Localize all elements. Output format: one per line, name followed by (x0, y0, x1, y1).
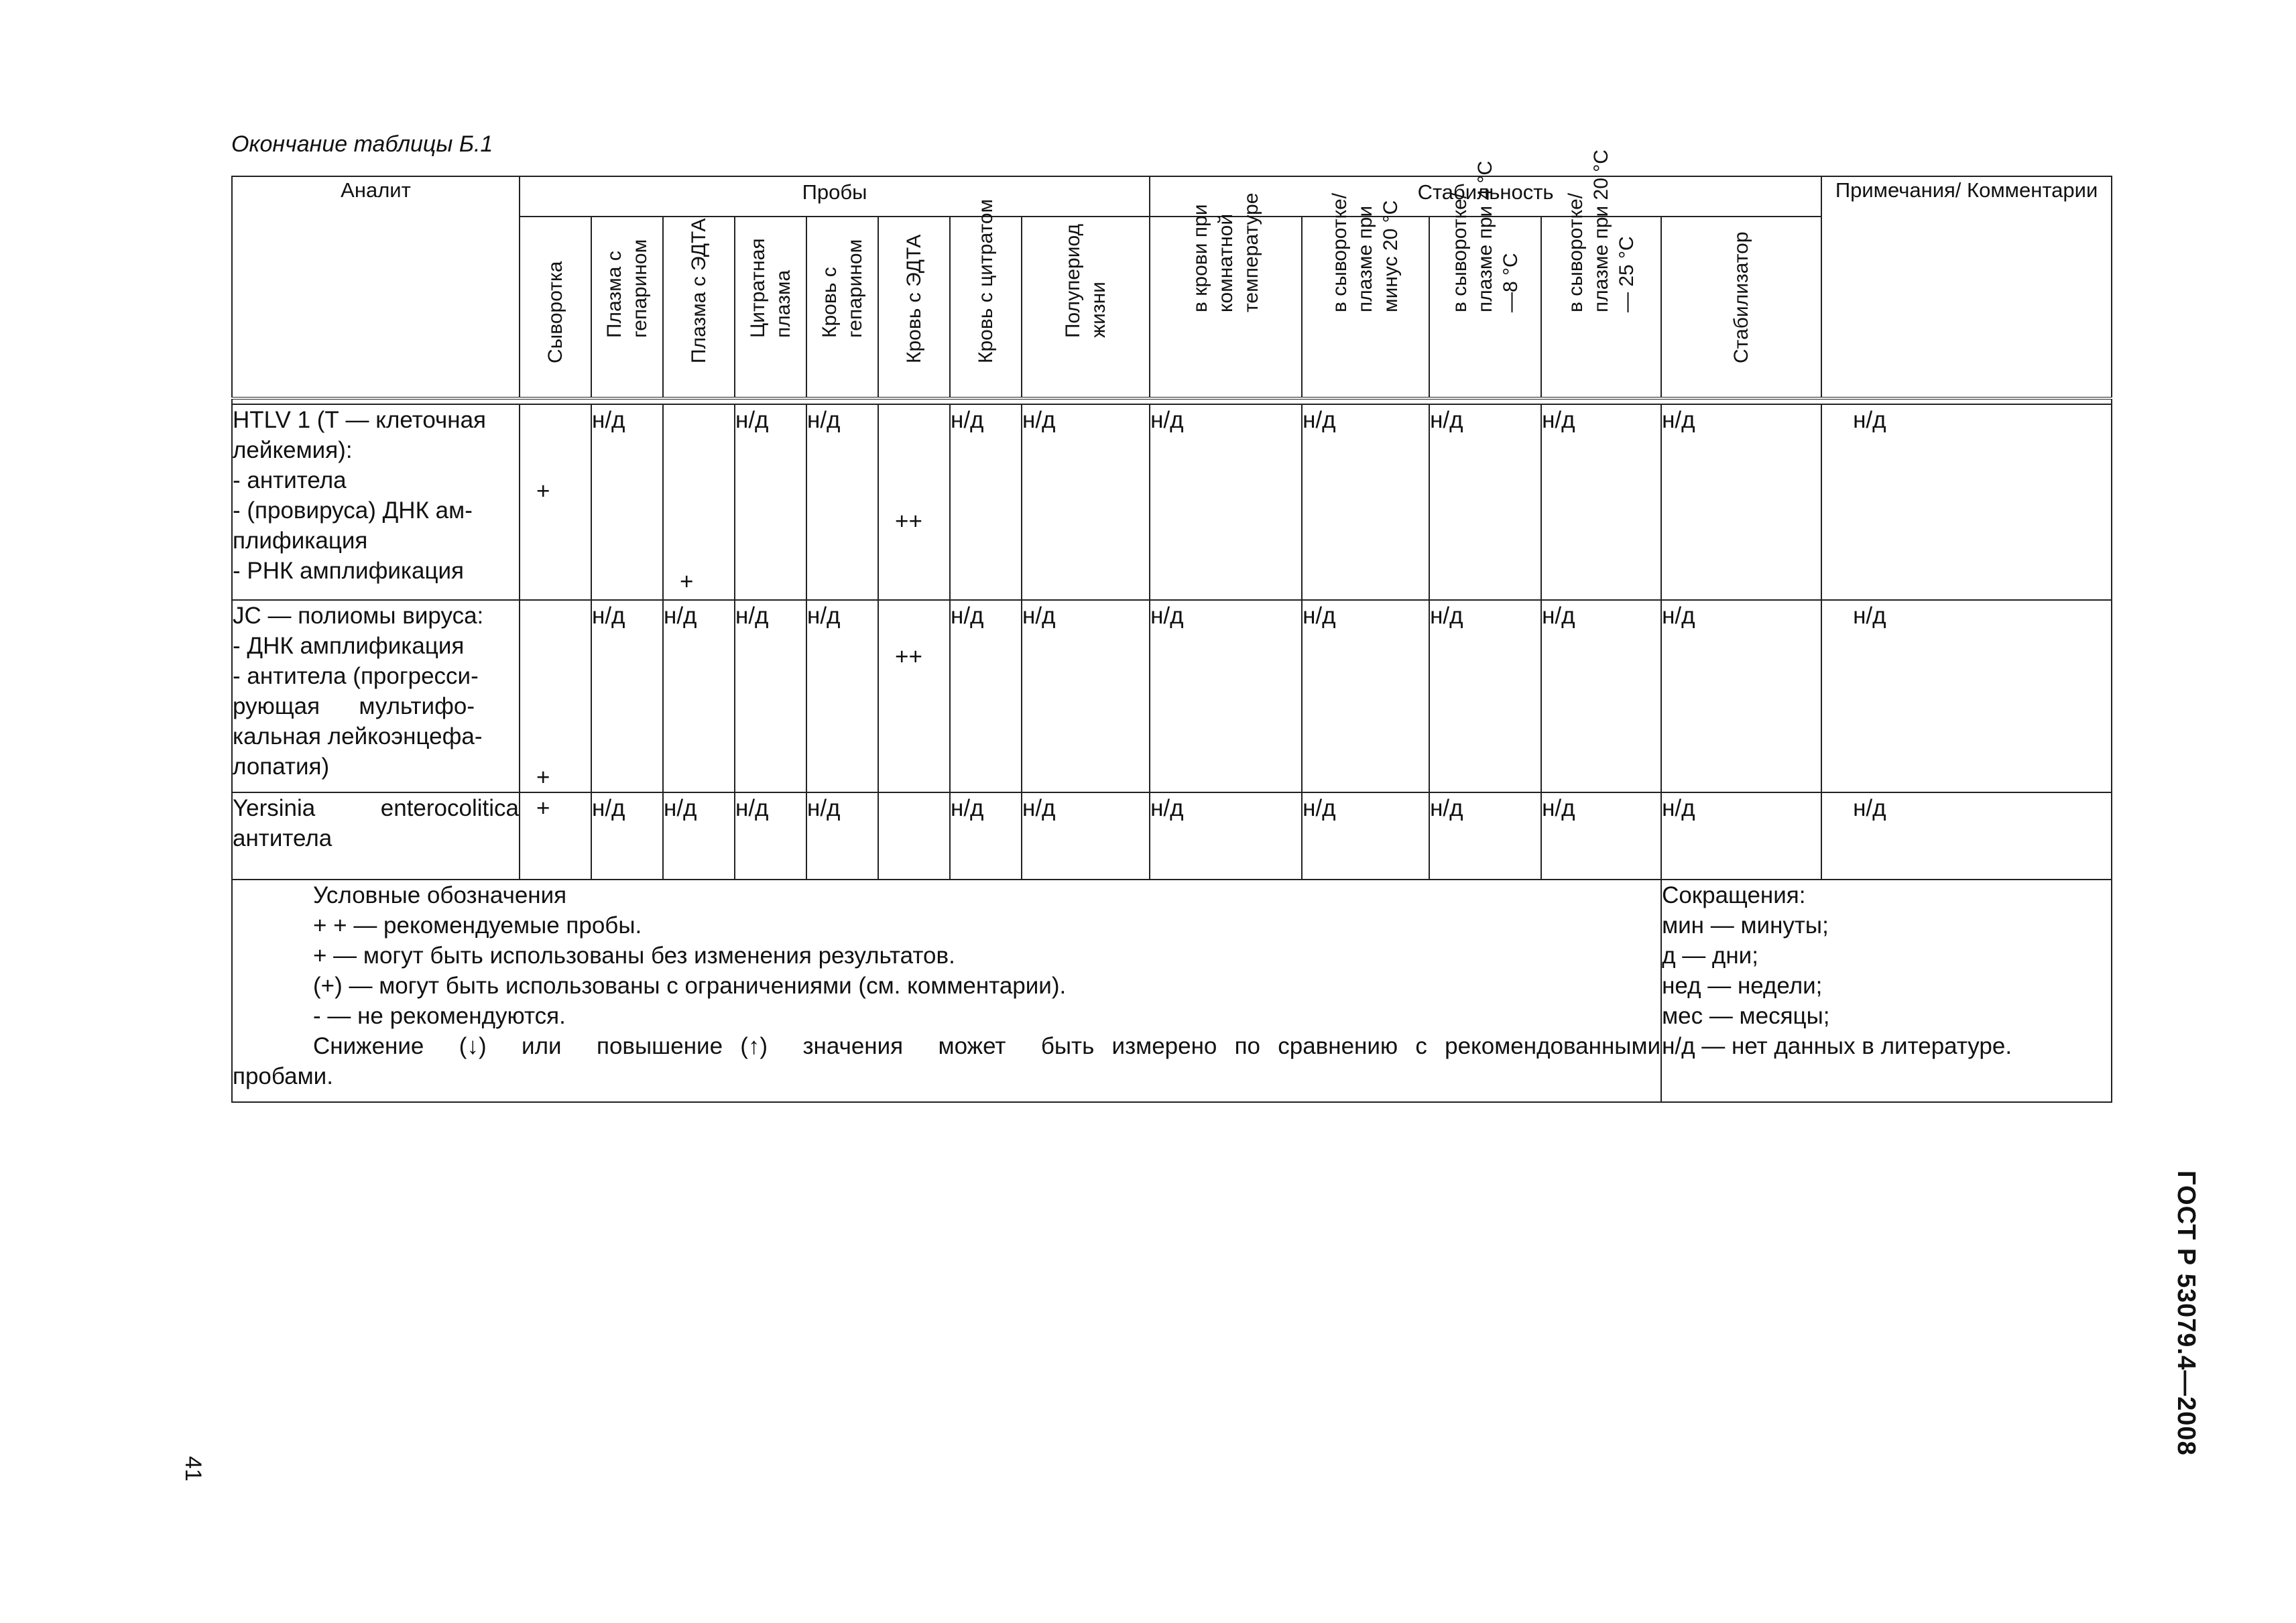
standard-id: ГОСТ Р 53079.4—2008 (2172, 1170, 2200, 1456)
cell-citrate-plasma: н/д (735, 600, 806, 792)
abbreviation-line: мин — минуты; (1662, 912, 1829, 939)
legend-line: (+) — могут быть использованы с ограничениями (см. комментарии). (313, 973, 1067, 999)
cell-blood-room-temp: н/д (1150, 600, 1302, 792)
header-serum-4-8: в сыворотке/ плазме при 4 °С—8 °С (1429, 217, 1541, 398)
abbreviations-title: Сокращения: (1662, 882, 1806, 908)
cell-serum-minus20: н/д (1302, 792, 1429, 880)
cell-half-life: н/д (1022, 404, 1150, 600)
cell-notes: н/д (1821, 404, 2112, 600)
cell-serum-4-8: н/д (1429, 600, 1541, 792)
header-analyte: Аналит (232, 176, 520, 398)
header-separator (232, 398, 2112, 404)
cell-notes: н/д (1821, 600, 2112, 792)
cell-stabilizer: н/д (1661, 600, 1821, 792)
legend-line: + + — рекомендуемые пробы. (313, 912, 642, 939)
legend-line: + — могут быть использованы без изменения результатов. (313, 943, 955, 969)
header-half-life: Полупериод жизни (1022, 217, 1150, 398)
cell-serum-minus20: н/д (1302, 600, 1429, 792)
cell-serum-minus20: н/д (1302, 404, 1429, 600)
cell-serum-20-25: н/д (1541, 792, 1661, 880)
cell-serum-4-8: н/д (1429, 404, 1541, 600)
cell-blood-citrate: н/д (950, 792, 1022, 880)
cell-plasma-edta: н/д (663, 600, 735, 792)
header-stabilizer: Стабилизатор (1661, 217, 1821, 398)
table-caption: Окончание таблицы Б.1 (231, 131, 493, 157)
analyte-name: HTLV 1 (Т — клеточная лейкемия): - антитела - (провируса) ДНК ам- плификация - РНК амплификация (232, 404, 520, 600)
page-number: 41 (180, 1456, 206, 1482)
abbreviation-line: мес — месяцы; (1662, 1003, 1830, 1029)
cell-plasma-heparin: н/д (591, 792, 663, 880)
header-samples-group: Пробы (520, 176, 1150, 217)
analyte-name: JC — полиомы вируса: - ДНК амплификация - антитела (прогресси- рующая мультифо- кальная лейкоэнцефа- лопатия) (232, 600, 520, 792)
cell-blood-edta: ++ (878, 600, 950, 792)
table-row (232, 600, 2112, 792)
legend-row (232, 880, 2112, 1102)
header-blood-heparin: Кровь с гепарином (806, 217, 878, 398)
header-blood-edta: Кровь с ЭДТА (878, 217, 950, 398)
cell-blood-citrate: н/д (950, 404, 1022, 600)
cell-blood-edta (878, 792, 950, 880)
cell-serum: + (520, 600, 591, 792)
cell-citrate-plasma: н/д (735, 404, 806, 600)
cell-serum-20-25: н/д (1541, 600, 1661, 792)
table-row (232, 404, 2112, 600)
header-citrate-plasma: Цитратная плазма (735, 217, 806, 398)
cell-blood-room-temp: н/д (1150, 792, 1302, 880)
cell-blood-edta: ++ (878, 404, 950, 600)
legend-line: Снижение (↓) или повышение (↑) значения может быть измерено по сравнению с рекомендованными (313, 1033, 1661, 1059)
header-stability-group: Стабильность (1150, 176, 1821, 217)
cell-serum: + (520, 792, 591, 880)
cell-plasma-heparin: н/д (591, 600, 663, 792)
cell-blood-heparin: н/д (806, 792, 878, 880)
abbreviation-line: д — дни; (1662, 943, 1758, 969)
cell-plasma-heparin: н/д (591, 404, 663, 600)
cell-half-life: н/д (1022, 792, 1150, 880)
cell-half-life: н/д (1022, 600, 1150, 792)
header-blood-room-temp: в крови при комнатной температуре (1150, 217, 1302, 398)
cell-notes: н/д (1821, 792, 2112, 880)
cell-blood-room-temp: н/д (1150, 404, 1302, 600)
cell-citrate-plasma: н/д (735, 792, 806, 880)
cell-plasma-edta: + (663, 404, 735, 600)
legend-line: пробами. (233, 1063, 333, 1089)
header-blood-citrate: Кровь с цитратом (950, 217, 1022, 398)
cell-serum-20-25: н/д (1541, 404, 1661, 600)
header-plasma-edta: Плазма с ЭДТА (663, 217, 735, 398)
header-serum-minus20: в сыворотке/ плазме при минус 20 °С (1302, 217, 1429, 398)
cell-blood-heparin: н/д (806, 600, 878, 792)
header-plasma-heparin: Плазма с гепарином (591, 217, 663, 398)
abbreviations-block (1661, 880, 2112, 1102)
abbreviation-line: нед — недели; (1662, 973, 1823, 999)
cell-blood-citrate: н/д (950, 600, 1022, 792)
analyte-table (231, 149, 2112, 1103)
header-serum-20-25: в сыворотке/ плазме при 20 °С — 25 °С (1541, 217, 1661, 398)
cell-serum-4-8: н/д (1429, 792, 1541, 880)
legend-line: - — не рекомендуются. (313, 1003, 566, 1029)
analyte-name: Yersinia enterocolitica антитела (232, 792, 520, 880)
cell-stabilizer: н/д (1661, 792, 1821, 880)
legend-block (232, 880, 1661, 1102)
table-row (232, 792, 2112, 880)
cell-serum: + (520, 404, 591, 600)
abbreviation-line: н/д — нет данных в литературе. (1662, 1033, 2012, 1059)
header-serum: Сыворотка (520, 217, 591, 398)
cell-plasma-edta: н/д (663, 792, 735, 880)
legend-title: Условные обозначения (313, 882, 567, 908)
cell-blood-heparin: н/д (806, 404, 878, 600)
cell-stabilizer: н/д (1661, 404, 1821, 600)
header-notes: Примечания/ Комментарии (1821, 176, 2112, 398)
